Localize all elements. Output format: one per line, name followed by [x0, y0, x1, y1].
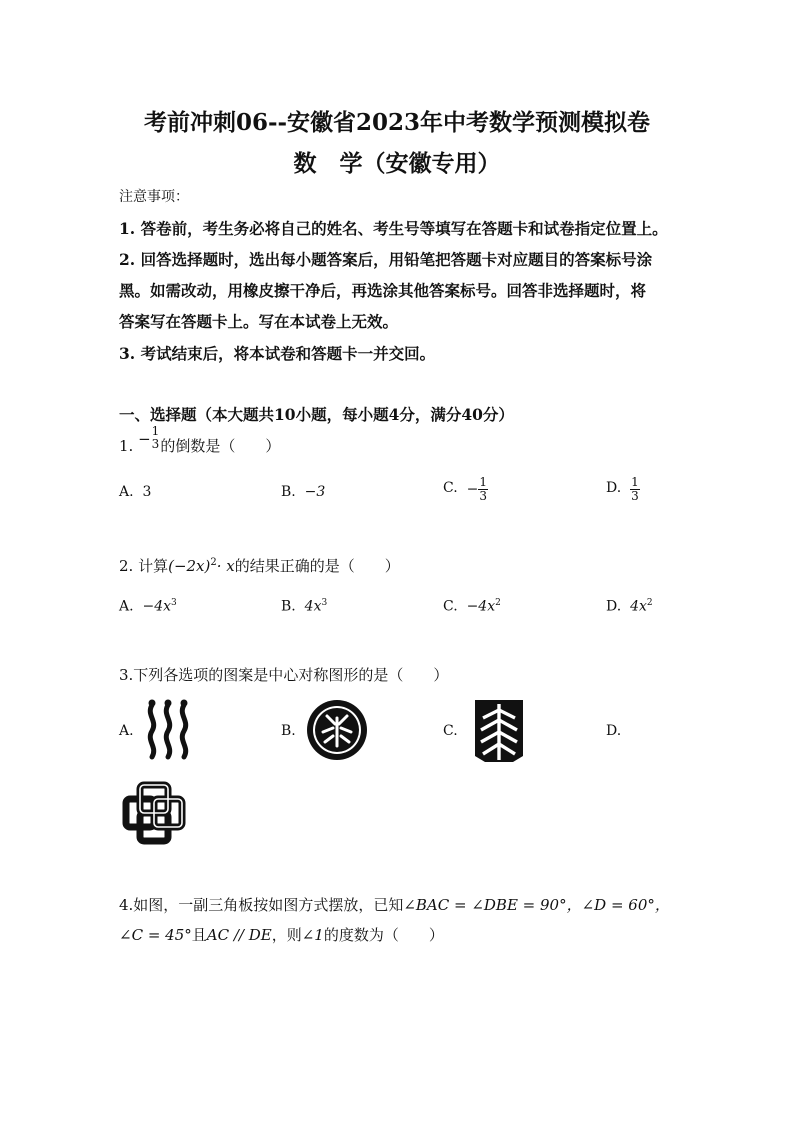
q3-option-b-label[interactable]: B. — [281, 723, 296, 739]
wavy-lines-icon — [144, 699, 194, 761]
q3-option-a-label[interactable]: A. — [119, 723, 134, 739]
question-number: 1. — [119, 437, 134, 455]
fraction: 1 3 — [151, 424, 160, 451]
q3-option-c-label[interactable]: C. — [443, 723, 458, 739]
notice-item-2-line-1: 2. 回答选择题时，选出每小题答案后，用铅笔把答题卡对应题目的答案标号涂 — [119, 250, 653, 269]
knot-emblem-icon — [120, 779, 188, 847]
tree-emblem-icon — [469, 696, 529, 764]
fraction-sign: − — [138, 430, 151, 448]
q2-option-b[interactable]: B. $4x^3$ — [281, 598, 328, 615]
notice-item-2-line-3: 答案写在答题卡上。写在本试卷上无效。 — [119, 312, 399, 331]
q2-option-d[interactable]: D. $4x^2$ — [606, 598, 653, 615]
section-heading: 一、选择题（本大题共10小题，每小题4分，满分40分） — [119, 405, 514, 424]
circle-emblem-icon — [305, 698, 369, 762]
q2-option-a[interactable]: A. $-4x^3$ — [119, 598, 177, 615]
q1-option-d[interactable]: D. $\frac{1}{3}$ — [606, 475, 639, 503]
q1-option-a[interactable]: A. 3 — [119, 484, 152, 500]
notice-item-1: 1. 答卷前，考生务必将自己的姓名、考生号等填写在答题卡和试卷指定位置上。 — [119, 219, 668, 238]
q2-option-c[interactable]: C. $-4x^2$ — [443, 598, 501, 615]
notice-heading: 注意事项： — [119, 189, 189, 205]
q1-option-c[interactable]: C. − $\frac{1}{3}$ — [443, 475, 487, 503]
question-4-line-2: ∠C = 45°且AC // DE，则∠1的度数为（ ） — [119, 926, 444, 944]
page-subtitle: 数 学（安徽专用） — [293, 150, 501, 177]
notice-item-2-line-2: 黑。如需改动，用橡皮擦干净后，再选涂其他答案标号。回答非选择题时，将 — [119, 281, 647, 300]
page-title: 考前冲刺06--安徽省2023年中考数学预测模拟卷 — [143, 109, 651, 136]
q3-option-d-label[interactable]: D. — [606, 723, 622, 739]
notice-item-3: 3. 考试结束后，将本试卷和答题卡一并交回。 — [119, 344, 436, 363]
question-1 — [119, 424, 281, 460]
question-2: 2. 计算$(-2x)^2\cdot x$的结果正确的是（ ） — [119, 557, 400, 575]
question-3: 3.下列各选项的图案是中心对称图形的是（ ） — [119, 666, 449, 684]
question-text: 的倒数是（ ） — [160, 437, 281, 455]
question-4-line-1: 4.如图，一副三角板按如图方式摆放，已知∠BAC = ∠DBE = 90°，∠D = 60°， — [119, 896, 670, 914]
q1-option-b[interactable]: B. −3 — [281, 484, 326, 500]
